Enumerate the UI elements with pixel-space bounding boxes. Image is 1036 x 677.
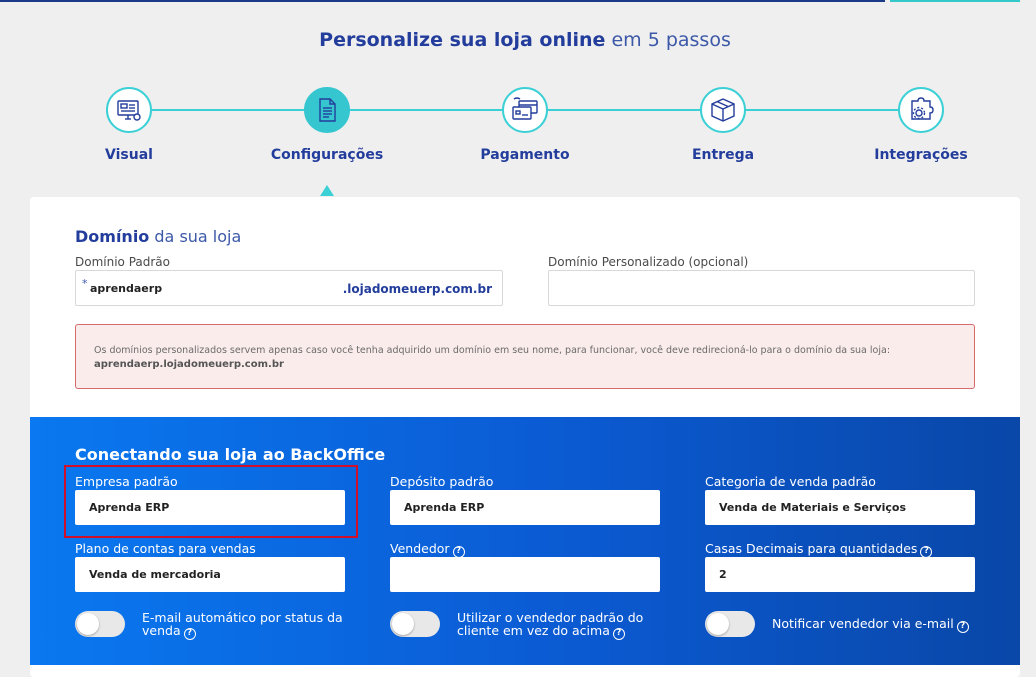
- page-title: Personalize sua loja online em 5 passos: [319, 29, 731, 51]
- email-status-label: E-mail automático por status da venda ?: [142, 610, 343, 638]
- default-domain-suffix: .lojadomeuerp.com.br: [342, 282, 492, 296]
- monitor-icon: [106, 87, 152, 133]
- settings-card: [30, 197, 1020, 677]
- custom-domain-input[interactable]: [548, 270, 975, 306]
- help-icon[interactable]: ?: [920, 546, 932, 558]
- vendedor-select[interactable]: [390, 557, 660, 592]
- plano-select[interactable]: Venda de mercadoria: [75, 557, 345, 592]
- required-mark: *: [82, 277, 88, 290]
- plano-label: Plano de contas para vendas: [75, 541, 256, 556]
- backoffice-title: Conectando sua loja ao BackOffice: [75, 445, 386, 464]
- top-progress-bar: [0, 0, 885, 2]
- email-status-toggle[interactable]: [75, 611, 125, 637]
- step-pagamento[interactable]: [445, 87, 605, 163]
- step-label: Entrega: [691, 147, 755, 163]
- custom-domain-label: Domínio Personalizado (opcional): [548, 255, 749, 269]
- empresa-select[interactable]: Aprenda ERP: [75, 490, 345, 525]
- deposito-select[interactable]: Aprenda ERP: [390, 490, 660, 525]
- deposito-label: Depósito padrão: [390, 474, 494, 489]
- default-domain-input[interactable]: [75, 270, 503, 306]
- box-icon: [700, 87, 746, 133]
- backoffice-panel: [30, 417, 1020, 665]
- vendedor-label-group: [390, 541, 465, 558]
- step-integracoes[interactable]: [841, 87, 1001, 163]
- step-entrega[interactable]: [643, 87, 803, 163]
- document-icon: [304, 87, 350, 133]
- vendedor-padrao-toggle[interactable]: [390, 611, 440, 637]
- casas-label-group: [705, 541, 932, 558]
- notificar-vendedor-label: Notificar vendedor via e-mail ?: [772, 617, 969, 633]
- step-label: Integrações: [874, 147, 968, 163]
- domain-alert: [75, 324, 975, 389]
- puzzle-gear-icon: [898, 87, 944, 133]
- help-icon[interactable]: ?: [613, 628, 625, 640]
- categoria-label: Categoria de venda padrão: [705, 474, 876, 489]
- notificar-vendedor-toggle[interactable]: [705, 611, 755, 637]
- active-step-pointer: [320, 185, 334, 196]
- payment-card-icon: [502, 87, 548, 133]
- step-visual[interactable]: [49, 87, 209, 163]
- vendedor-label: Vendedor: [390, 541, 450, 556]
- casas-label: Casas Decimais para quantidades: [705, 541, 918, 556]
- step-label: Pagamento: [480, 147, 570, 163]
- vendedor-padrao-label: Utilizar o vendedor padrão do cliente em vez do acima ?: [457, 610, 644, 638]
- step-configuracoes[interactable]: [247, 87, 407, 163]
- empresa-label: Empresa padrão: [75, 474, 178, 489]
- alert-domain: aprendaerp.lojadomeuerp.com.br: [94, 359, 284, 370]
- domain-section-title: Domínio da sua loja: [75, 227, 242, 246]
- step-label: Visual: [105, 147, 153, 163]
- help-icon[interactable]: ?: [957, 621, 969, 633]
- step-label: Configurações: [270, 147, 384, 163]
- help-icon[interactable]: ?: [453, 546, 465, 558]
- categoria-select[interactable]: Venda de Materiais e Serviços: [705, 490, 975, 525]
- default-domain-value: aprendaerp: [90, 282, 163, 295]
- top-progress-accent: [890, 0, 1020, 2]
- alert-text: Os domínios personalizados servem apenas caso você tenha adquirido um domínio em seu nome, para funcionar, você deve redirecioná-lo para o domínio da sua loja:: [94, 345, 891, 356]
- casas-input[interactable]: 2: [705, 557, 975, 592]
- help-icon[interactable]: ?: [184, 628, 196, 640]
- default-domain-label: Domínio Padrão: [75, 255, 170, 269]
